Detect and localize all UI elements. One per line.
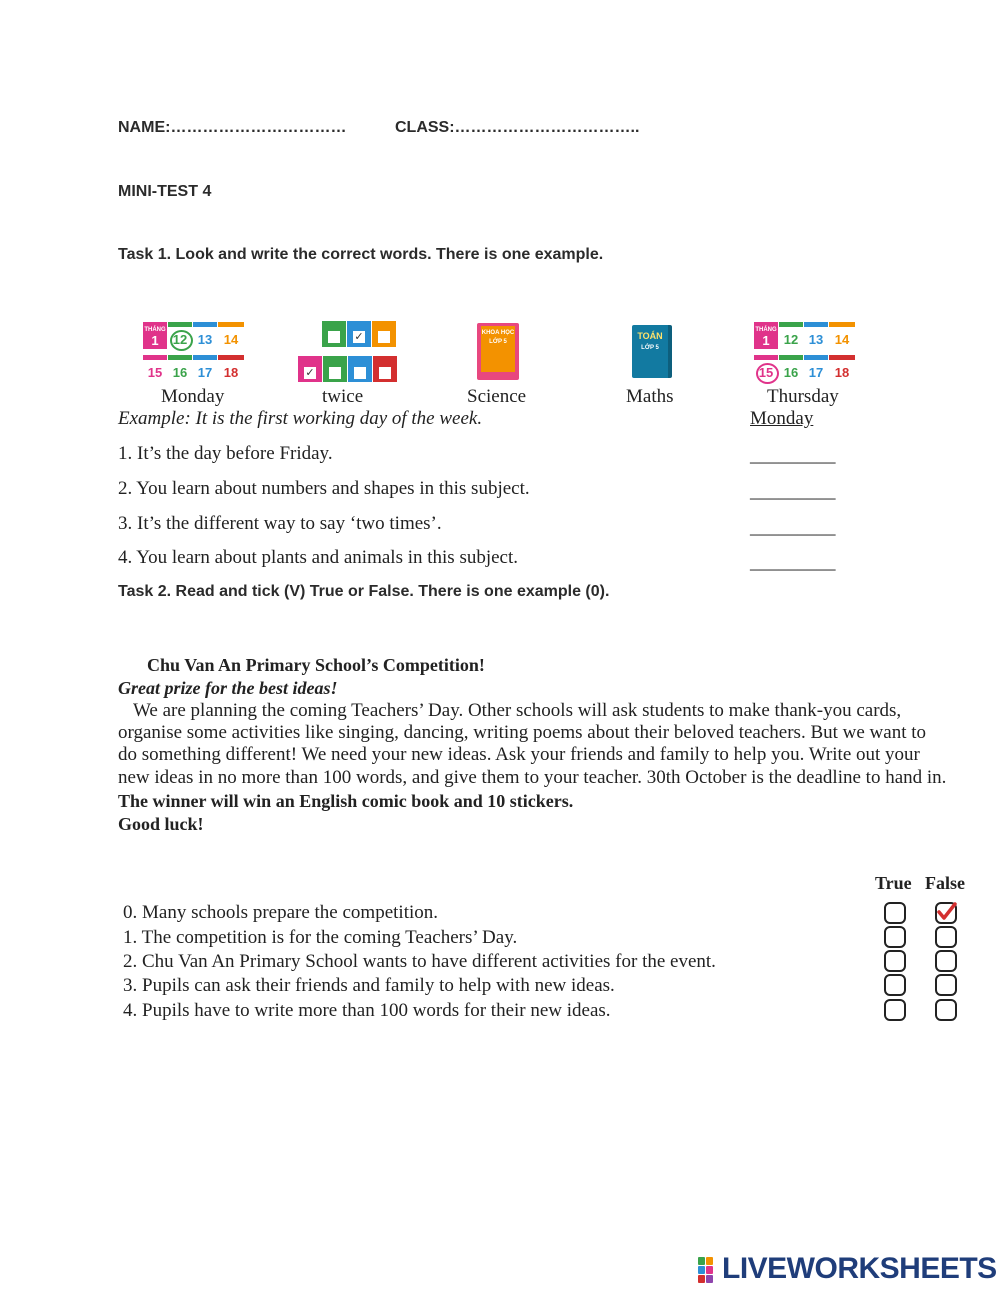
word-label: Thursday — [767, 386, 839, 407]
calendar-day: 12 — [783, 332, 799, 347]
twice-checkbox-image: ✓ ✓ — [298, 321, 398, 383]
statement-4: 4. Pupils have to write more than 100 words for their new ideas. — [123, 1000, 611, 1021]
calendar-day: 18 — [834, 365, 850, 380]
calendar-circle-mark — [756, 363, 779, 384]
calendar-day: 16 — [172, 365, 188, 380]
checkmark-icon — [935, 901, 957, 923]
calendar-day: 17 — [197, 365, 213, 380]
test-title: MINI-TEST 4 — [118, 183, 212, 200]
calendar-day: 15 — [758, 365, 774, 380]
question-1: 1. It’s the day before Friday. — [118, 443, 333, 464]
passage-line: do something different! We need your new ideas. Ask your friends and family to help you. Write out your — [118, 744, 920, 765]
statement-2: 2. Chu Van An Primary School wants to have different activities for the event. — [123, 951, 716, 972]
task2-instruction: Task 2. Read and tick (V) True or False. There is one example (0). — [118, 583, 610, 600]
calendar-day: 17 — [808, 365, 824, 380]
false-checkbox-0[interactable] — [935, 902, 957, 924]
calendar-month-number: 1 — [762, 333, 770, 348]
question-2: 2. You learn about numbers and shapes in this subject. — [118, 478, 530, 499]
science-book-grade: LỚP 5 — [489, 339, 507, 345]
calendar-day: 16 — [783, 365, 799, 380]
maths-book-image — [632, 325, 672, 378]
liveworksheets-logo-text[interactable]: LIVEWORKSHEETS — [722, 1252, 997, 1285]
calendar-circle-mark — [170, 330, 193, 351]
example-answer: Monday — [750, 408, 814, 429]
calendar-day: 13 — [197, 332, 213, 347]
statement-0: 0. Many schools prepare the competition. — [123, 902, 439, 923]
false-checkbox-4[interactable] — [935, 999, 957, 1021]
class-field-label: CLASS:…………………………….. — [395, 119, 640, 136]
false-checkbox-1[interactable] — [935, 926, 957, 948]
word-label: Science — [467, 386, 527, 407]
science-book-image — [477, 323, 519, 380]
answer-input-2[interactable]: _________ — [750, 481, 836, 502]
question-3: 3. It’s the different way to say ‘two times’. — [118, 513, 442, 534]
false-column-header: False — [925, 873, 965, 893]
true-checkbox-3[interactable] — [884, 974, 906, 996]
true-checkbox-2[interactable] — [884, 950, 906, 972]
word-label: Maths — [626, 386, 674, 407]
task1-instruction: Task 1. Look and write the correct words. There is one example. — [118, 246, 604, 263]
science-book-title: KHOA HỌC — [481, 330, 515, 336]
example-sentence: Example: It is the first working day of the week. — [118, 408, 483, 429]
calendar-day: 12 — [172, 332, 188, 347]
passage-line: organise some activities like singing, dancing, writing poems about their beloved teachers. But we want to — [118, 722, 927, 743]
calendar-day: 18 — [223, 365, 239, 380]
calendar-day: 15 — [147, 365, 163, 380]
passage-luck: Good luck! — [118, 814, 204, 834]
statement-1: 1. The competition is for the coming Teachers’ Day. — [123, 927, 518, 948]
word-label: twice — [322, 386, 364, 407]
true-checkbox-0[interactable] — [884, 902, 906, 924]
passage-line: new ideas in no more than 100 words, and give them to your teacher. 30th October is the deadline to hand in. — [118, 767, 947, 788]
answer-input-1[interactable]: _________ — [750, 445, 836, 466]
calendar-day: 13 — [808, 332, 824, 347]
true-column-header: True — [875, 873, 912, 893]
false-checkbox-3[interactable] — [935, 974, 957, 996]
false-checkbox-2[interactable] — [935, 950, 957, 972]
passage-winner: The winner will win an English comic book and 10 stickers. — [118, 791, 574, 811]
name-field-label: NAME:…………………………… — [118, 119, 347, 136]
liveworksheets-logo-icon — [698, 1257, 722, 1283]
true-checkbox-1[interactable] — [884, 926, 906, 948]
calendar-day: 14 — [223, 332, 239, 347]
maths-book-grade: LỚP 5 — [641, 345, 659, 351]
calendar-month-label: THÁNG — [755, 327, 777, 333]
answer-input-3[interactable]: _________ — [750, 517, 836, 538]
calendar-monday-image — [143, 322, 245, 382]
passage-subtitle: Great prize for the best ideas! — [118, 678, 338, 698]
passage-line: We are planning the coming Teachers’ Day. Other schools will ask students to make thank-you cards, — [133, 700, 902, 721]
maths-book-title: TOÁN — [637, 331, 663, 341]
calendar-month-label: THÁNG — [144, 327, 166, 333]
calendar-day: 14 — [834, 332, 850, 347]
calendar-month-number: 1 — [151, 333, 159, 348]
word-label: Monday — [161, 386, 225, 407]
question-4: 4. You learn about plants and animals in this subject. — [118, 547, 519, 568]
passage-title: Chu Van An Primary School’s Competition! — [147, 655, 485, 675]
calendar-thursday-image — [754, 322, 856, 382]
statement-3: 3. Pupils can ask their friends and family to help with new ideas. — [123, 975, 615, 996]
answer-input-4[interactable]: _________ — [750, 552, 836, 573]
true-checkbox-4[interactable] — [884, 999, 906, 1021]
